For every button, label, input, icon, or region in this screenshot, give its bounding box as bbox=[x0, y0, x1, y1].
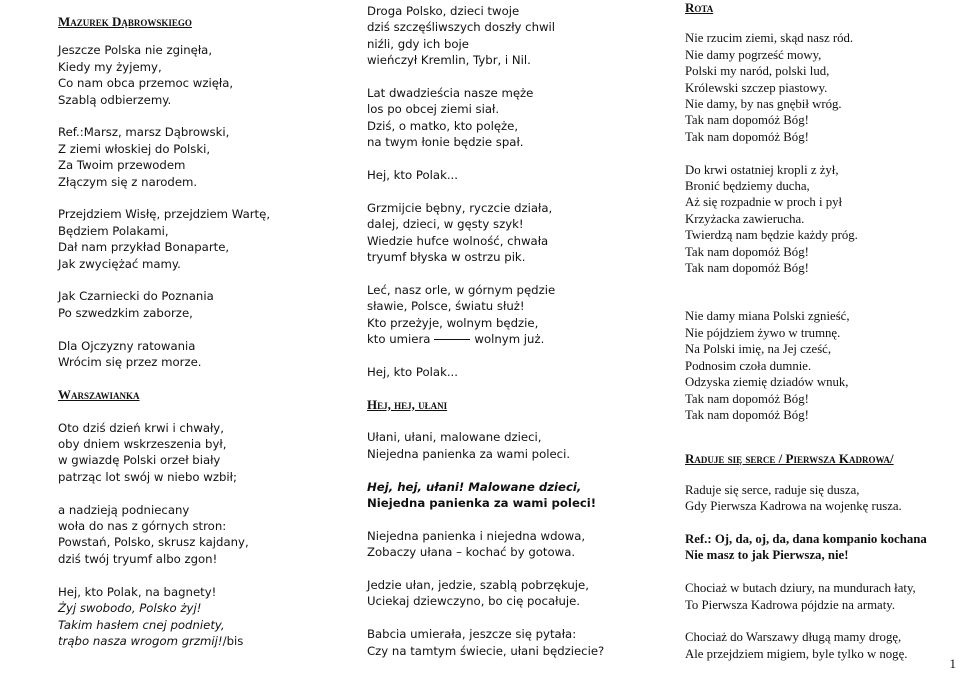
verse-line: Ułani, ułani, malowane dzieci, bbox=[367, 430, 542, 445]
verse-line: Za Twoim przewodem bbox=[58, 158, 186, 173]
song-title-warszawianka: Warszawianka bbox=[58, 386, 140, 402]
verse-line: Jak Czarniecki do Poznania bbox=[58, 289, 214, 304]
verse-line: Powstań, Polsko, skrusz kajdany, bbox=[58, 535, 249, 550]
stanza bbox=[367, 200, 667, 266]
verse-line: Tak nam dopomóż Bóg! bbox=[685, 407, 809, 422]
stanza bbox=[685, 580, 950, 613]
verse-line: Niejedna panienka za wami poleci! bbox=[367, 496, 597, 511]
verse-line: w gwiazdę Polski orzeł biały bbox=[58, 453, 221, 468]
verse-line: Przejdziem Wisłę, przejdziem Wartę, bbox=[58, 207, 271, 222]
verse-line: Po szwedzkim zaborze, bbox=[58, 305, 193, 320]
stanza bbox=[367, 85, 667, 151]
verse-line: Niejedna panienka za wami poleci. bbox=[367, 446, 571, 461]
stanza bbox=[367, 364, 667, 380]
column-1 bbox=[58, 14, 358, 649]
verse-line: dziś twój tryumf albo zgon! bbox=[58, 551, 218, 566]
verse-line: Nie damy, by nas gnębił wróg. bbox=[685, 97, 842, 112]
verse-line: Jak zwyciężać mamy. bbox=[58, 256, 181, 271]
verse-line: To Pierwsza Kadrowa pójdzie na armaty. bbox=[685, 597, 896, 612]
verse-line: Podnosim czoła dumnie. bbox=[685, 358, 812, 373]
verse-line: Hej, kto Polak, na bagnety! bbox=[58, 584, 217, 599]
stanza bbox=[685, 482, 950, 515]
stanza bbox=[367, 528, 667, 561]
verse-line: Ref.:Marsz, marsz Dąbrowski, bbox=[58, 125, 230, 140]
verse-line: Dla Ojczyzny ratowania bbox=[58, 338, 196, 353]
verse-line: dalej, dzieci, w gęsty szyk! bbox=[367, 217, 524, 232]
verse-line: Chociaż w butach dziury, na mundurach łaty, bbox=[685, 581, 916, 596]
verse-line: Odzyska ziemię dziadów wnuk, bbox=[685, 375, 849, 390]
verse-line: los po obcej ziemi siał. bbox=[367, 102, 500, 117]
verse-line: Czy na tamtym świecie, ułani będziecie? bbox=[367, 643, 605, 658]
verse-line: Jedzie ułan, jedzie, szablą pobrzękuje, bbox=[367, 578, 589, 593]
verse-line: Nie damy miana Polski zgnieść, bbox=[685, 309, 850, 324]
verse-line: Tak nam dopomóż Bóg! bbox=[685, 113, 809, 128]
verse-line: Babcia umierała, jeszcze się pytała: bbox=[367, 627, 577, 642]
verse-line: Dziś, o matko, kto polęże, bbox=[367, 118, 519, 133]
verse-line: Droga Polsko, dzieci twoje bbox=[367, 4, 520, 18]
verse-line: Uciekaj dziewczyno, bo cię pocałuje. bbox=[367, 594, 581, 609]
verse-line: Gdy Pierwsza Kadrowa na wojenkę rusza. bbox=[685, 499, 902, 514]
column-2 bbox=[367, 3, 667, 659]
verse-line: Żyj swobodo, Polsko żyj! bbox=[58, 601, 202, 616]
verse-line: Twierdzą nam będzie każdy próg. bbox=[685, 228, 858, 243]
stanza bbox=[58, 338, 358, 371]
verse-line: Z ziemi włoskiej do Polski, bbox=[58, 141, 211, 156]
stanza bbox=[367, 3, 667, 69]
verse-line: Tak nam dopomóż Bóg! bbox=[685, 129, 809, 144]
verse-line: woła do nas z górnych stron: bbox=[58, 519, 227, 534]
verse-line: Lat dwadzieścia nasze męże bbox=[367, 86, 534, 101]
verse-line: Nie rzucim ziemi, skąd nasz ród. bbox=[685, 31, 854, 46]
verse-line: Grzmijcie bębny, ryczcie działa, bbox=[367, 200, 553, 215]
stanza bbox=[367, 626, 667, 659]
stanza bbox=[367, 577, 667, 610]
verse-line: Złączym się z narodem. bbox=[58, 174, 198, 189]
stanza bbox=[58, 288, 358, 321]
verse-line: wieńczył Kremlin, Tybr, i Nil. bbox=[367, 53, 531, 68]
stanza bbox=[685, 629, 950, 662]
verse-line: Szablą odbierzemy. bbox=[58, 92, 172, 107]
verse-line: Nie pójdziem żywo w trumnę. bbox=[685, 325, 841, 340]
verse-line: Na Polski imię, na Jej cześć, bbox=[685, 342, 832, 357]
verse-line: Dał nam przykład Bonaparte, bbox=[58, 240, 230, 255]
verse-line: Hej, kto Polak... bbox=[367, 168, 458, 183]
verse-text: trąbo nasza wrogom grzmij! bbox=[58, 633, 223, 648]
verse-line: dziś szczęśliwszych doszły chwil bbox=[367, 20, 556, 35]
verse-line bbox=[367, 331, 667, 347]
verse-line: Wiedzie hufce wolność, chwała bbox=[367, 233, 549, 248]
stanza bbox=[685, 30, 950, 145]
stanza bbox=[367, 429, 667, 462]
verse-line: niźli, gdy ich boje bbox=[367, 36, 469, 51]
verse-line: Bronić będziemy ducha, bbox=[685, 179, 810, 194]
stanza bbox=[58, 124, 358, 190]
verse-line: oby dniem wskrzeszenia był, bbox=[58, 437, 227, 452]
verse-line: Polski my naród, polski lud, bbox=[685, 64, 830, 79]
stanza bbox=[58, 206, 358, 272]
verse-line: Hej, kto Polak... bbox=[367, 364, 458, 379]
verse-text: kto umiera bbox=[367, 332, 431, 347]
verse-line: Nie masz to jak Pierwsza, nie! bbox=[685, 548, 849, 563]
verse-line: Będziem Polakami, bbox=[58, 223, 169, 238]
verse-line: Wrócim się przez morze. bbox=[58, 355, 202, 370]
song-title-ulani: Hej, hej, ułani bbox=[367, 396, 448, 412]
stanza bbox=[685, 162, 950, 277]
stanza bbox=[58, 42, 358, 108]
repeat-marker: /bis bbox=[222, 633, 244, 648]
verse-line: sławie, Polsce, światu służ! bbox=[367, 299, 525, 314]
song-title-raduje: Raduje się serce / Pierwsza Kadrowa/ bbox=[685, 451, 894, 467]
song-title-rota: Rota bbox=[685, 0, 714, 15]
verse-line: Oto dziś dzień krwi i chwały, bbox=[58, 420, 224, 435]
stanza bbox=[685, 531, 950, 564]
verse-line: patrząc lot swój w niebo wzbił; bbox=[58, 469, 237, 484]
verse-text: Hej, hej, ułani! bbox=[367, 479, 465, 494]
verse-line: Ref.: Oj, da, oj, da, dana kompanio kochana bbox=[685, 531, 927, 546]
verse-line: Takim hasłem cnej podniety, bbox=[58, 617, 225, 632]
column-3 bbox=[685, 0, 950, 662]
verse-text: wolnym już. bbox=[474, 332, 545, 347]
verse-text: Malowane dzieci, bbox=[464, 479, 582, 494]
verse-line bbox=[58, 633, 358, 649]
verse-line: Krzyżacka zawierucha. bbox=[685, 211, 805, 226]
verse-line bbox=[367, 479, 667, 495]
verse-line: tryumf błyska w ostrzu pik. bbox=[367, 250, 526, 265]
verse-line: Niejedna panienka i niejedna wdowa, bbox=[367, 528, 586, 543]
verse-line: Królewski szczep piastowy. bbox=[685, 80, 828, 95]
verse-line: Leć, nasz orle, w górnym pędzie bbox=[367, 282, 556, 297]
page-number: 1 bbox=[949, 656, 956, 671]
song-title-mazurek: Mazurek Dąbrowskiego bbox=[58, 14, 192, 29]
stanza bbox=[367, 479, 667, 512]
stanza bbox=[58, 502, 358, 568]
verse-line: Co nam obca przemoc wzięła, bbox=[58, 76, 234, 91]
verse-line: Aż się rozpadnie w proch i pył bbox=[685, 195, 843, 210]
stanza bbox=[367, 167, 667, 183]
verse-line: Nie damy pogrześć mowy, bbox=[685, 47, 822, 62]
dash-rule bbox=[434, 339, 470, 340]
stanza bbox=[367, 282, 667, 348]
verse-line: Chociaż do Warszawy długą mamy drogę, bbox=[685, 630, 902, 645]
verse-line: na twym łonie będzie spał. bbox=[367, 135, 524, 150]
stanza bbox=[58, 420, 358, 486]
verse-line: Tak nam dopomóż Bóg! bbox=[685, 244, 809, 259]
verse-line: Tak nam dopomóż Bóg! bbox=[685, 391, 809, 406]
verse-line: Jeszcze Polska nie zginęła, bbox=[58, 43, 213, 58]
stanza bbox=[58, 584, 358, 650]
verse-line: Do krwi ostatniej kropli z żył, bbox=[685, 162, 839, 177]
verse-line: Zobaczy ułana – kochać by gotowa. bbox=[367, 545, 576, 560]
verse-line: Kto przeżyje, wolnym będzie, bbox=[367, 315, 539, 330]
verse-line: a nadzieją podniecany bbox=[58, 502, 190, 517]
stanza bbox=[685, 308, 950, 423]
verse-line: Raduje się serce, raduje się dusza, bbox=[685, 482, 860, 497]
verse-line: Tak nam dopomóż Bóg! bbox=[685, 261, 809, 276]
verse-line: Ale przejdziem migiem, byle tylko w nogę. bbox=[685, 646, 908, 661]
verse-line: Kiedy my żyjemy, bbox=[58, 59, 162, 74]
